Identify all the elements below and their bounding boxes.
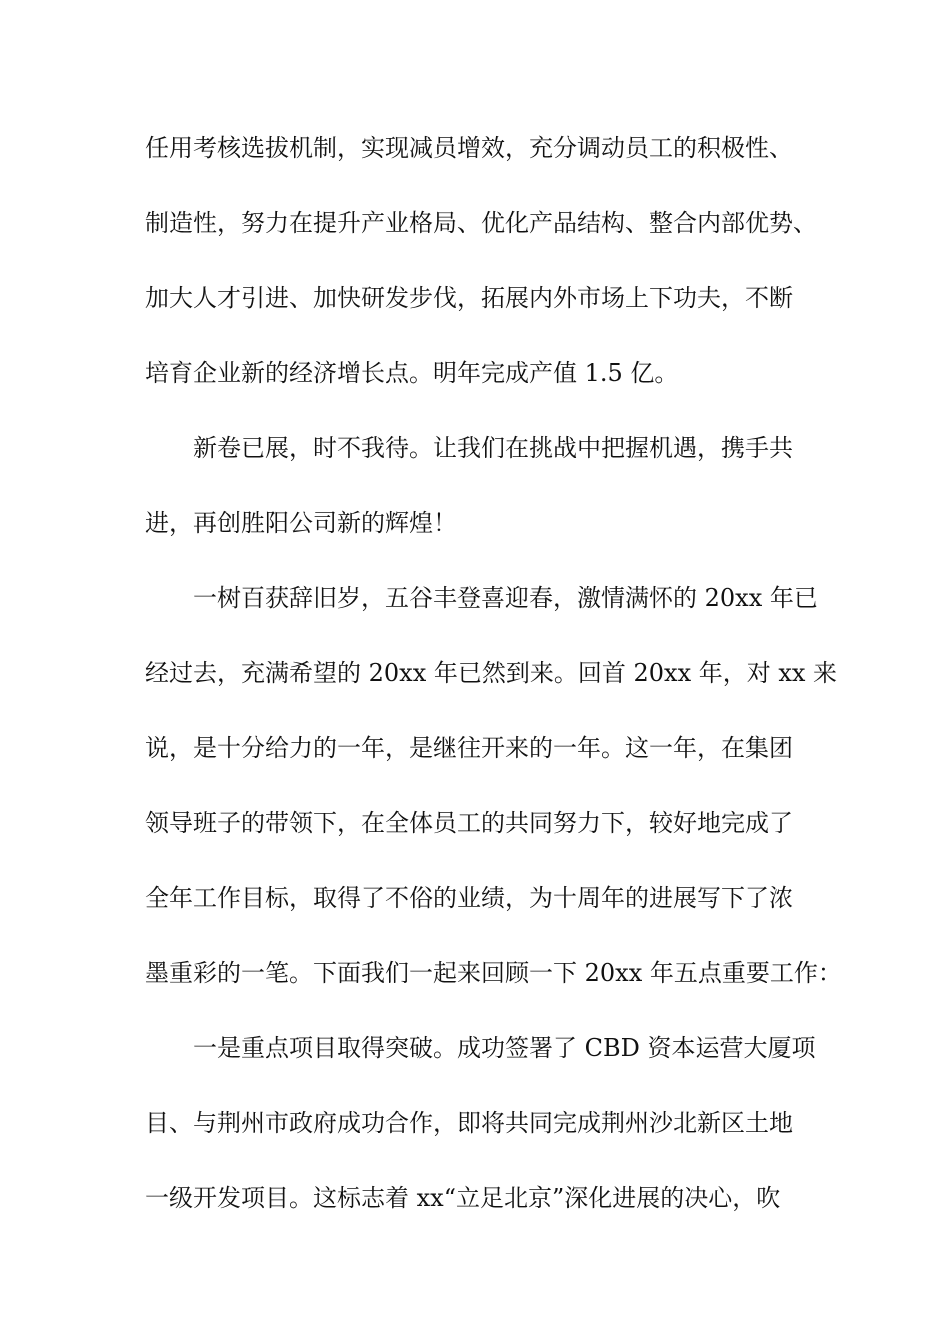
paragraph-start-line: 一树百获辞旧岁，五谷丰登喜迎春，激情满怀的 20xx 年已	[193, 584, 818, 612]
text-line: 全年工作目标，取得了不俗的业绩，为十周年的进展写下了浓	[145, 884, 793, 912]
paragraph-start-line: 一是重点项目取得突破。成功签署了 CBD 资本运营大厦项	[193, 1034, 816, 1062]
text-line: 墨重彩的一笔。下面我们一起来回顾一下 20xx 年五点重要工作：	[145, 959, 842, 987]
text-line: 加大人才引进、加快研发步伐，拓展内外市场上下功夫，不断	[145, 284, 793, 312]
text-line: 任用考核选拔机制，实现减员增效，充分调动员工的积极性、	[145, 134, 793, 162]
text-line: 经过去，充满希望的 20xx 年已然到来。回首 20xx 年，对 xx 来	[145, 659, 838, 687]
text-line: 目、与荆州市政府成功合作，即将共同完成荆州沙北新区土地	[145, 1109, 793, 1137]
text-line: 制造性，努力在提升产业格局、优化产品结构、整合内部优势、	[145, 209, 817, 237]
text-line: 一级开发项目。这标志着 xx“立足北京”深化进展的决心，吹	[145, 1184, 781, 1212]
text-line: 培育企业新的经济增长点。明年完成产值 1.5 亿。	[145, 359, 679, 387]
text-line: 领导班子的带领下，在全体员工的共同努力下，较好地完成了	[145, 809, 793, 837]
text-line: 说，是十分给力的一年，是继往开来的一年。这一年，在集团	[145, 734, 793, 762]
text-line: 进，再创胜阳公司新的辉煌！	[145, 509, 457, 537]
paragraph-start-line: 新卷已展，时不我待。让我们在挑战中把握机遇，携手共	[193, 434, 793, 462]
